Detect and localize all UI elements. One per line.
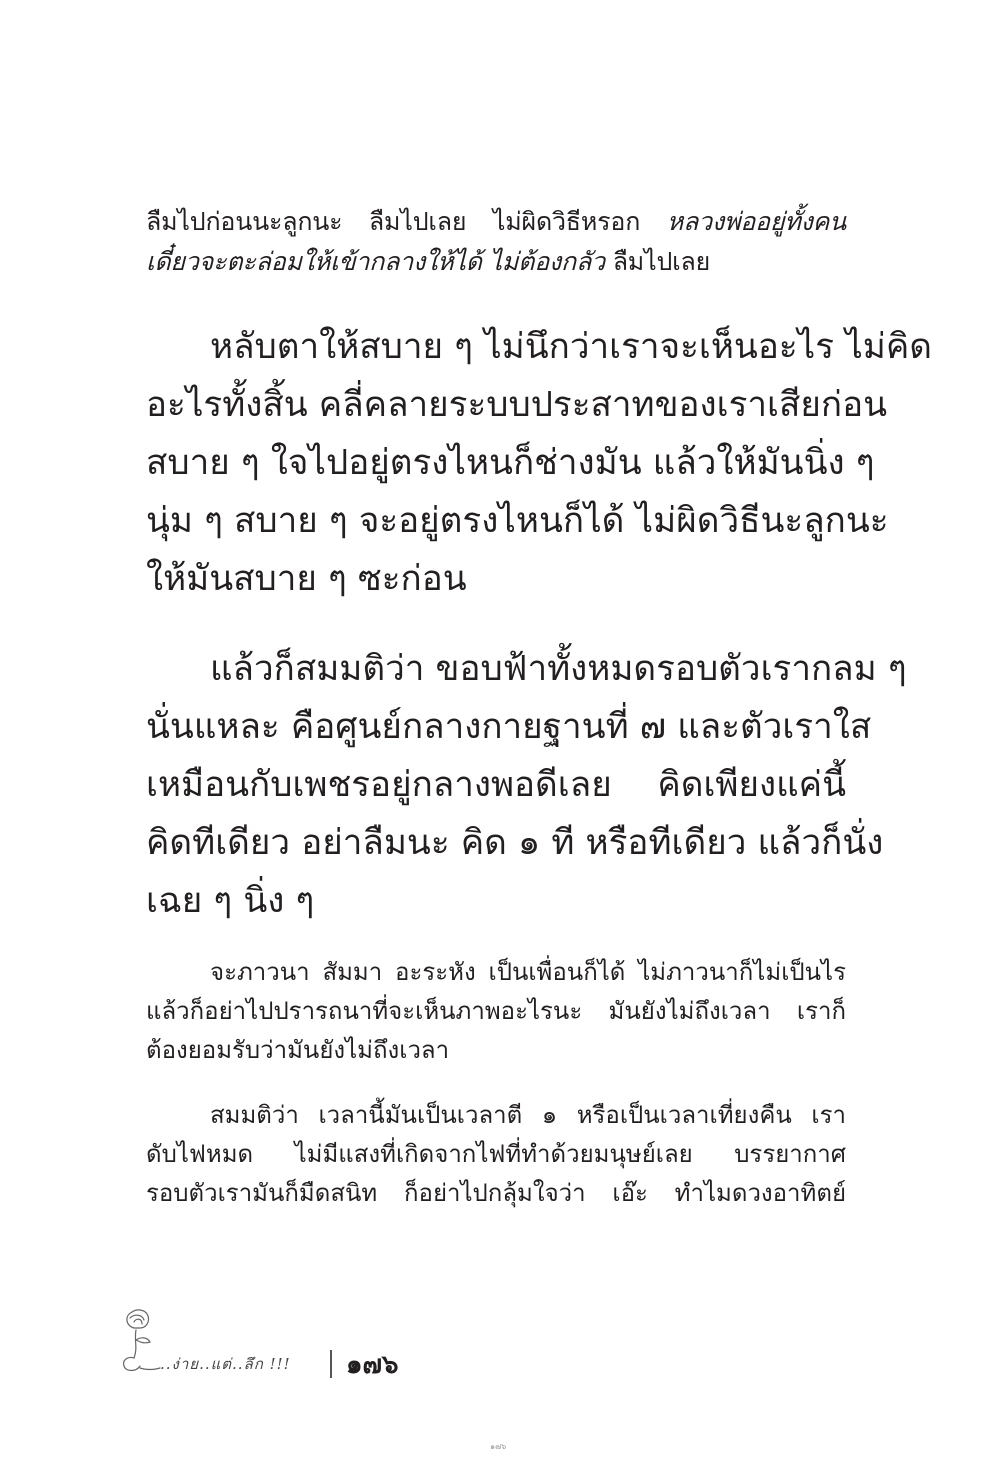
intro-line-1-text: ลืมไปก่อนนะลูกนะ ลืมไปเลย ไม่ผิดวิธีหรอก bbox=[146, 207, 641, 236]
intro-line-1-italic: หลวงพ่ออยู่ทั้งคน bbox=[666, 207, 847, 236]
page-footer bbox=[112, 1300, 432, 1380]
paragraph-4-line: ดับไฟหมด ไม่มีแสงที่เกิดจากไฟที่ทำด้วยมนุษย์เลย บรรยากาศ bbox=[146, 1140, 846, 1168]
paragraph-4-line: สมมติว่า เวลานี้มันเป็นเวลาตี ๑ หรือเป็นเวลาเที่ยงคืน เรา bbox=[210, 1101, 846, 1129]
intro-line-1 bbox=[146, 202, 846, 242]
intro-line-2-text: ลืมไปเลย bbox=[612, 247, 711, 276]
intro-line-2 bbox=[146, 242, 846, 282]
paragraph-1-line: อะไรทั้งสิ้น คลี่คลายระบบประสาทของเราเสียก่อน bbox=[146, 385, 888, 425]
paragraph-1-line: สบาย ๆ ใจไปอยู่ตรงไหนก็ช่างมัน แล้วให้มันนิ่ง ๆ bbox=[146, 443, 875, 483]
intro-paragraph bbox=[146, 202, 846, 282]
page-number: ๑๗๖ bbox=[346, 1350, 399, 1380]
footer-tagline: ..ง่าย..แต่..ลึก !!! bbox=[160, 1355, 291, 1373]
paragraph-3-line: จะภาวนา สัมมา อะระหัง เป็นเพื่อนก็ได้ ไม่ภาวนาก็ไม่เป็นไร bbox=[210, 958, 846, 986]
paragraph-1 bbox=[146, 318, 933, 608]
paragraph-1-line: ให้มันสบาย ๆ ซะก่อน bbox=[146, 559, 467, 599]
paragraph-2-line: เฉย ๆ นิ่ง ๆ bbox=[146, 881, 315, 921]
paragraph-3-line: ต้องยอมรับว่ามันยังไม่ถึงเวลา bbox=[146, 1036, 450, 1064]
footer-separator bbox=[330, 1350, 332, 1378]
paragraph-3 bbox=[146, 953, 846, 1070]
tiny-page-mark: ๑๗๖ bbox=[490, 1442, 507, 1451]
paragraph-2-line: แล้วก็สมมติว่า ขอบฟ้าทั้งหมดรอบตัวเรากลม ๆ bbox=[210, 649, 907, 689]
paragraph-2 bbox=[146, 640, 907, 930]
paragraph-2-line: เหมือนกับเพชรอยู่กลางพอดีเลย คิดเพียงแค่นี้ bbox=[146, 765, 846, 805]
paragraph-1-line: นุ่ม ๆ สบาย ๆ จะอยู่ตรงไหนก็ได้ ไม่ผิดวิธีนะลูกนะ bbox=[146, 501, 889, 541]
paragraph-1-line: หลับตาให้สบาย ๆ ไม่นึกว่าเราจะเห็นอะไร ไม่คิด bbox=[210, 327, 933, 367]
paragraph-2-line: นั่นแหละ คือศูนย์กลางกายฐานที่ ๗ และตัวเราใส bbox=[146, 707, 872, 747]
paragraph-2-line: คิดทีเดียว อย่าลืมนะ คิด ๑ ที หรือทีเดียว แล้วก็นั่ง bbox=[146, 823, 884, 863]
paragraph-4-line: รอบตัวเรามันก็มืดสนิท ก็อย่าไปกลุ้มใจว่า เอ๊ะ ทำไมดวงอาทิตย์ bbox=[146, 1179, 846, 1207]
paragraph-3-line: แล้วก็อย่าไปปรารถนาที่จะเห็นภาพอะไรนะ มันยังไม่ถึงเวลา เราก็ bbox=[146, 997, 846, 1025]
paragraph-4 bbox=[146, 1096, 846, 1213]
intro-line-2-italic: เดี๋ยวจะตะล่อมให้เข้ากลางให้ได้ ไม่ต้องกลัว bbox=[146, 247, 605, 276]
